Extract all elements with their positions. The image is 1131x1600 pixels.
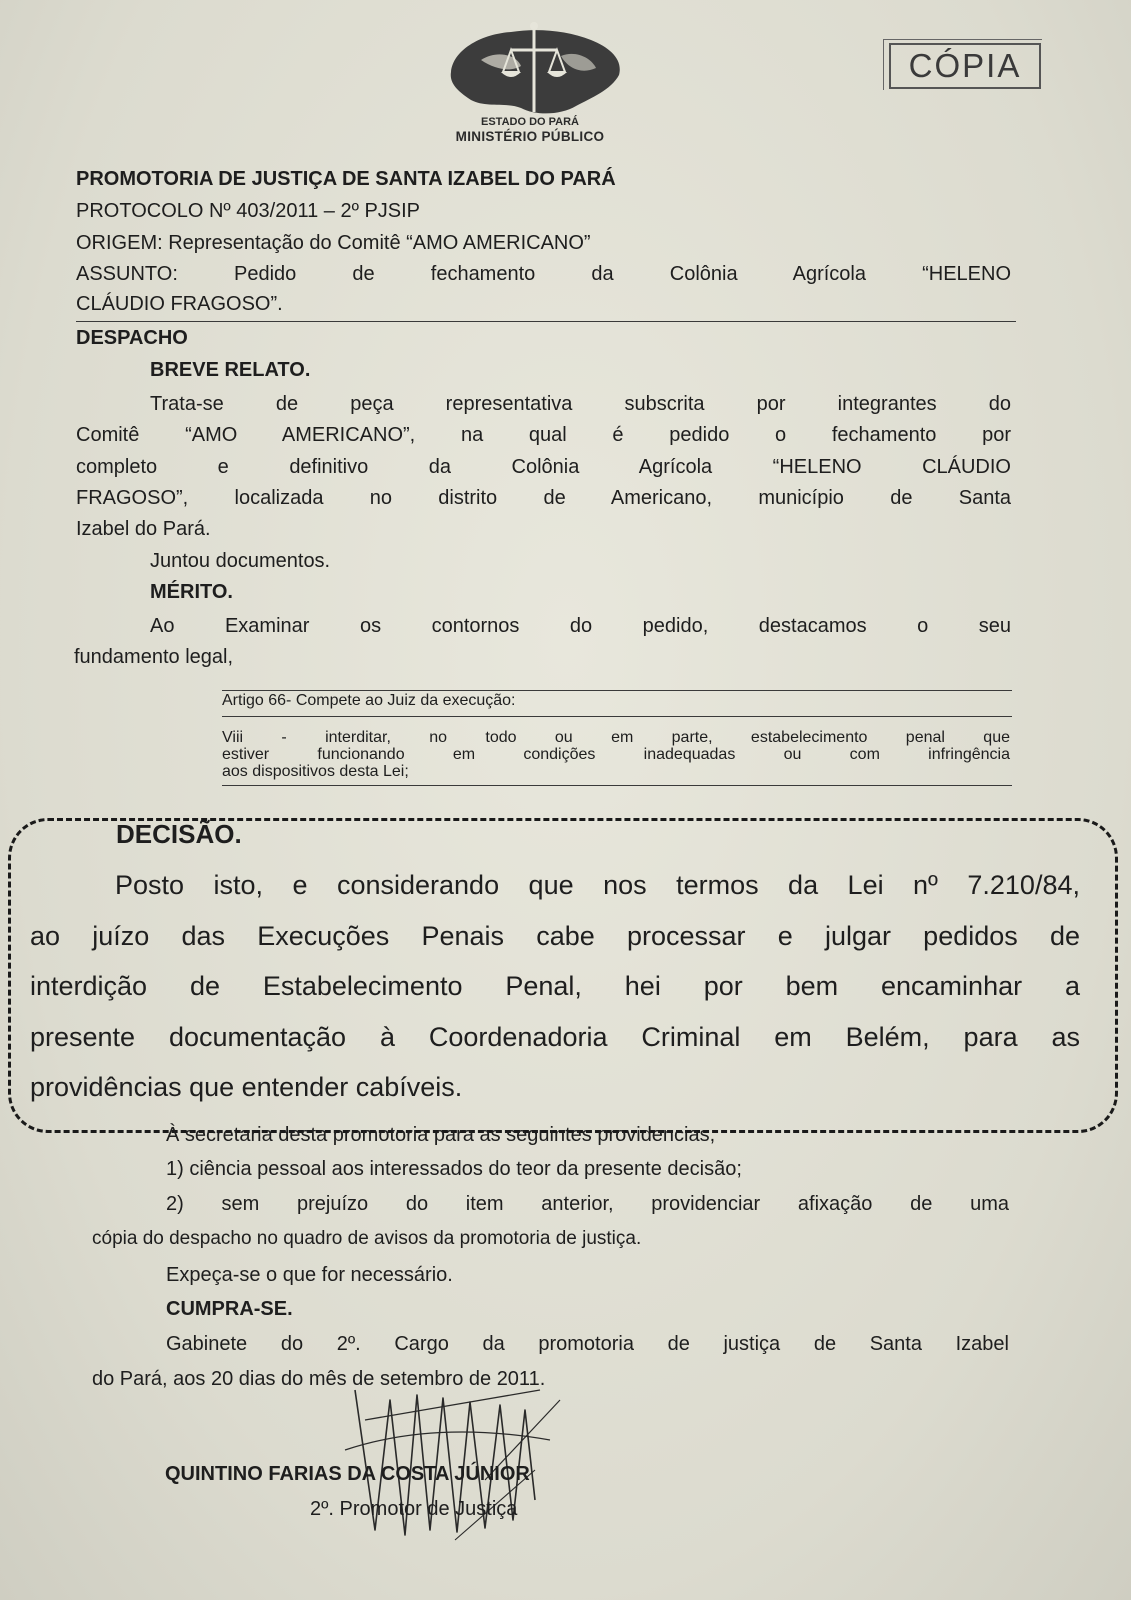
citation-line-3: aos dispositivos desta Lei; xyxy=(222,763,409,780)
citation-bottom-rule xyxy=(222,785,1012,786)
decisao-line-4: presente documentação à Coordenadoria Criminal em Belém, para as xyxy=(30,1022,1080,1052)
decisao-line-3: interdição de Estabelecimento Penal, hei por bem encaminhar a xyxy=(30,971,1080,1001)
copia-stamp: CÓPIA xyxy=(889,43,1041,89)
gabinete-line-2: do Pará, aos 20 dias do mês de setembro de 2011. xyxy=(92,1368,546,1390)
expeca-line: Expeça-se o que for necessário. xyxy=(166,1264,453,1286)
assunto-line-1: ASSUNTO: Pedido de fechamento da Colônia Agrícola “HELENO xyxy=(76,263,1011,285)
relato-line-3: completo e definitivo da Colônia Agrícola “HELENO CLÁUDIO xyxy=(76,456,1011,478)
signatory-role: 2º. Promotor de Justiça xyxy=(310,1498,518,1520)
cumpra-se-heading: CUMPRA-SE. xyxy=(166,1298,293,1320)
citation-line-1: Viii - interditar, no todo ou em parte, estabelecimento penal que xyxy=(222,729,1010,746)
relato-line-4: FRAGOSO”, localizada no distrito de Americano, município de Santa xyxy=(76,487,1011,509)
header-divider xyxy=(76,321,1016,322)
protocolo-line: PROTOCOLO Nº 403/2011 – 2º PJSIP xyxy=(76,200,421,222)
providencias-item-2-line-1: 2) sem prejuízo do item anterior, providenciar afixação de uma xyxy=(166,1193,1009,1215)
juntou-line: Juntou documentos. xyxy=(150,550,331,572)
merito-line-2: fundamento legal, xyxy=(74,646,234,668)
gabinete-line-1: Gabinete do 2º. Cargo da promotoria de justiça de Santa Izabel xyxy=(166,1333,1009,1355)
relato-line-2: Comitê “AMO AMERICANO”, na qual é pedido o fechamento por xyxy=(76,424,1011,446)
breve-relato-heading: BREVE RELATO. xyxy=(150,359,311,381)
providencias-item-2-line-2: cópia do despacho no quadro de avisos da promotoria de justiça. xyxy=(92,1228,642,1249)
ministerio-publico-seal-icon xyxy=(441,20,627,120)
providencias-intro: À secretaria desta promotoria para as seguintes providencias, xyxy=(166,1124,716,1146)
citation-mid-rule xyxy=(222,716,1012,717)
providencias-item-1: 1) ciência pessoal aos interessados do teor da presente decisão; xyxy=(166,1158,742,1180)
page-title: PROMOTORIA DE JUSTIÇA DE SANTA IZABEL DO PARÁ xyxy=(76,168,616,190)
assunto-line-2: CLÁUDIO FRAGOSO”. xyxy=(76,293,283,315)
relato-line-5: Izabel do Pará. xyxy=(76,518,211,540)
merito-line-1: Ao Examinar os contornos do pedido, destacamos o seu xyxy=(150,615,1011,637)
despacho-heading: DESPACHO xyxy=(76,327,188,349)
decisao-heading: DECISÃO. xyxy=(116,819,242,849)
decisao-line-5: providências que entender cabíveis. xyxy=(30,1072,463,1102)
decisao-line-1: Posto isto, e considerando que nos termos da Lei nº 7.210/84, xyxy=(115,870,1080,900)
seal-line-ministerio: MINISTÉRIO PÚBLICO xyxy=(455,129,605,144)
citation-line-2: estiver funcionando em condições inadequadas ou com infringência xyxy=(222,746,1010,763)
decisao-line-2: ao juízo das Execuções Penais cabe processar e julgar pedidos de xyxy=(30,921,1080,951)
origem-line: ORIGEM: Representação do Comitê “AMO AMERICANO” xyxy=(76,232,591,254)
signatory-name: QUINTINO FARIAS DA COSTA JÚNIOR xyxy=(165,1463,530,1485)
seal-line-estado: ESTADO DO PARÁ xyxy=(481,116,579,128)
citation-top-rule xyxy=(222,690,1012,691)
relato-line-1: Trata-se de peça representativa subscrita por integrantes do xyxy=(150,393,1011,415)
citation-artigo: Artigo 66- Compete ao Juiz da execução: xyxy=(222,692,516,709)
merito-heading: MÉRITO. xyxy=(150,581,233,603)
